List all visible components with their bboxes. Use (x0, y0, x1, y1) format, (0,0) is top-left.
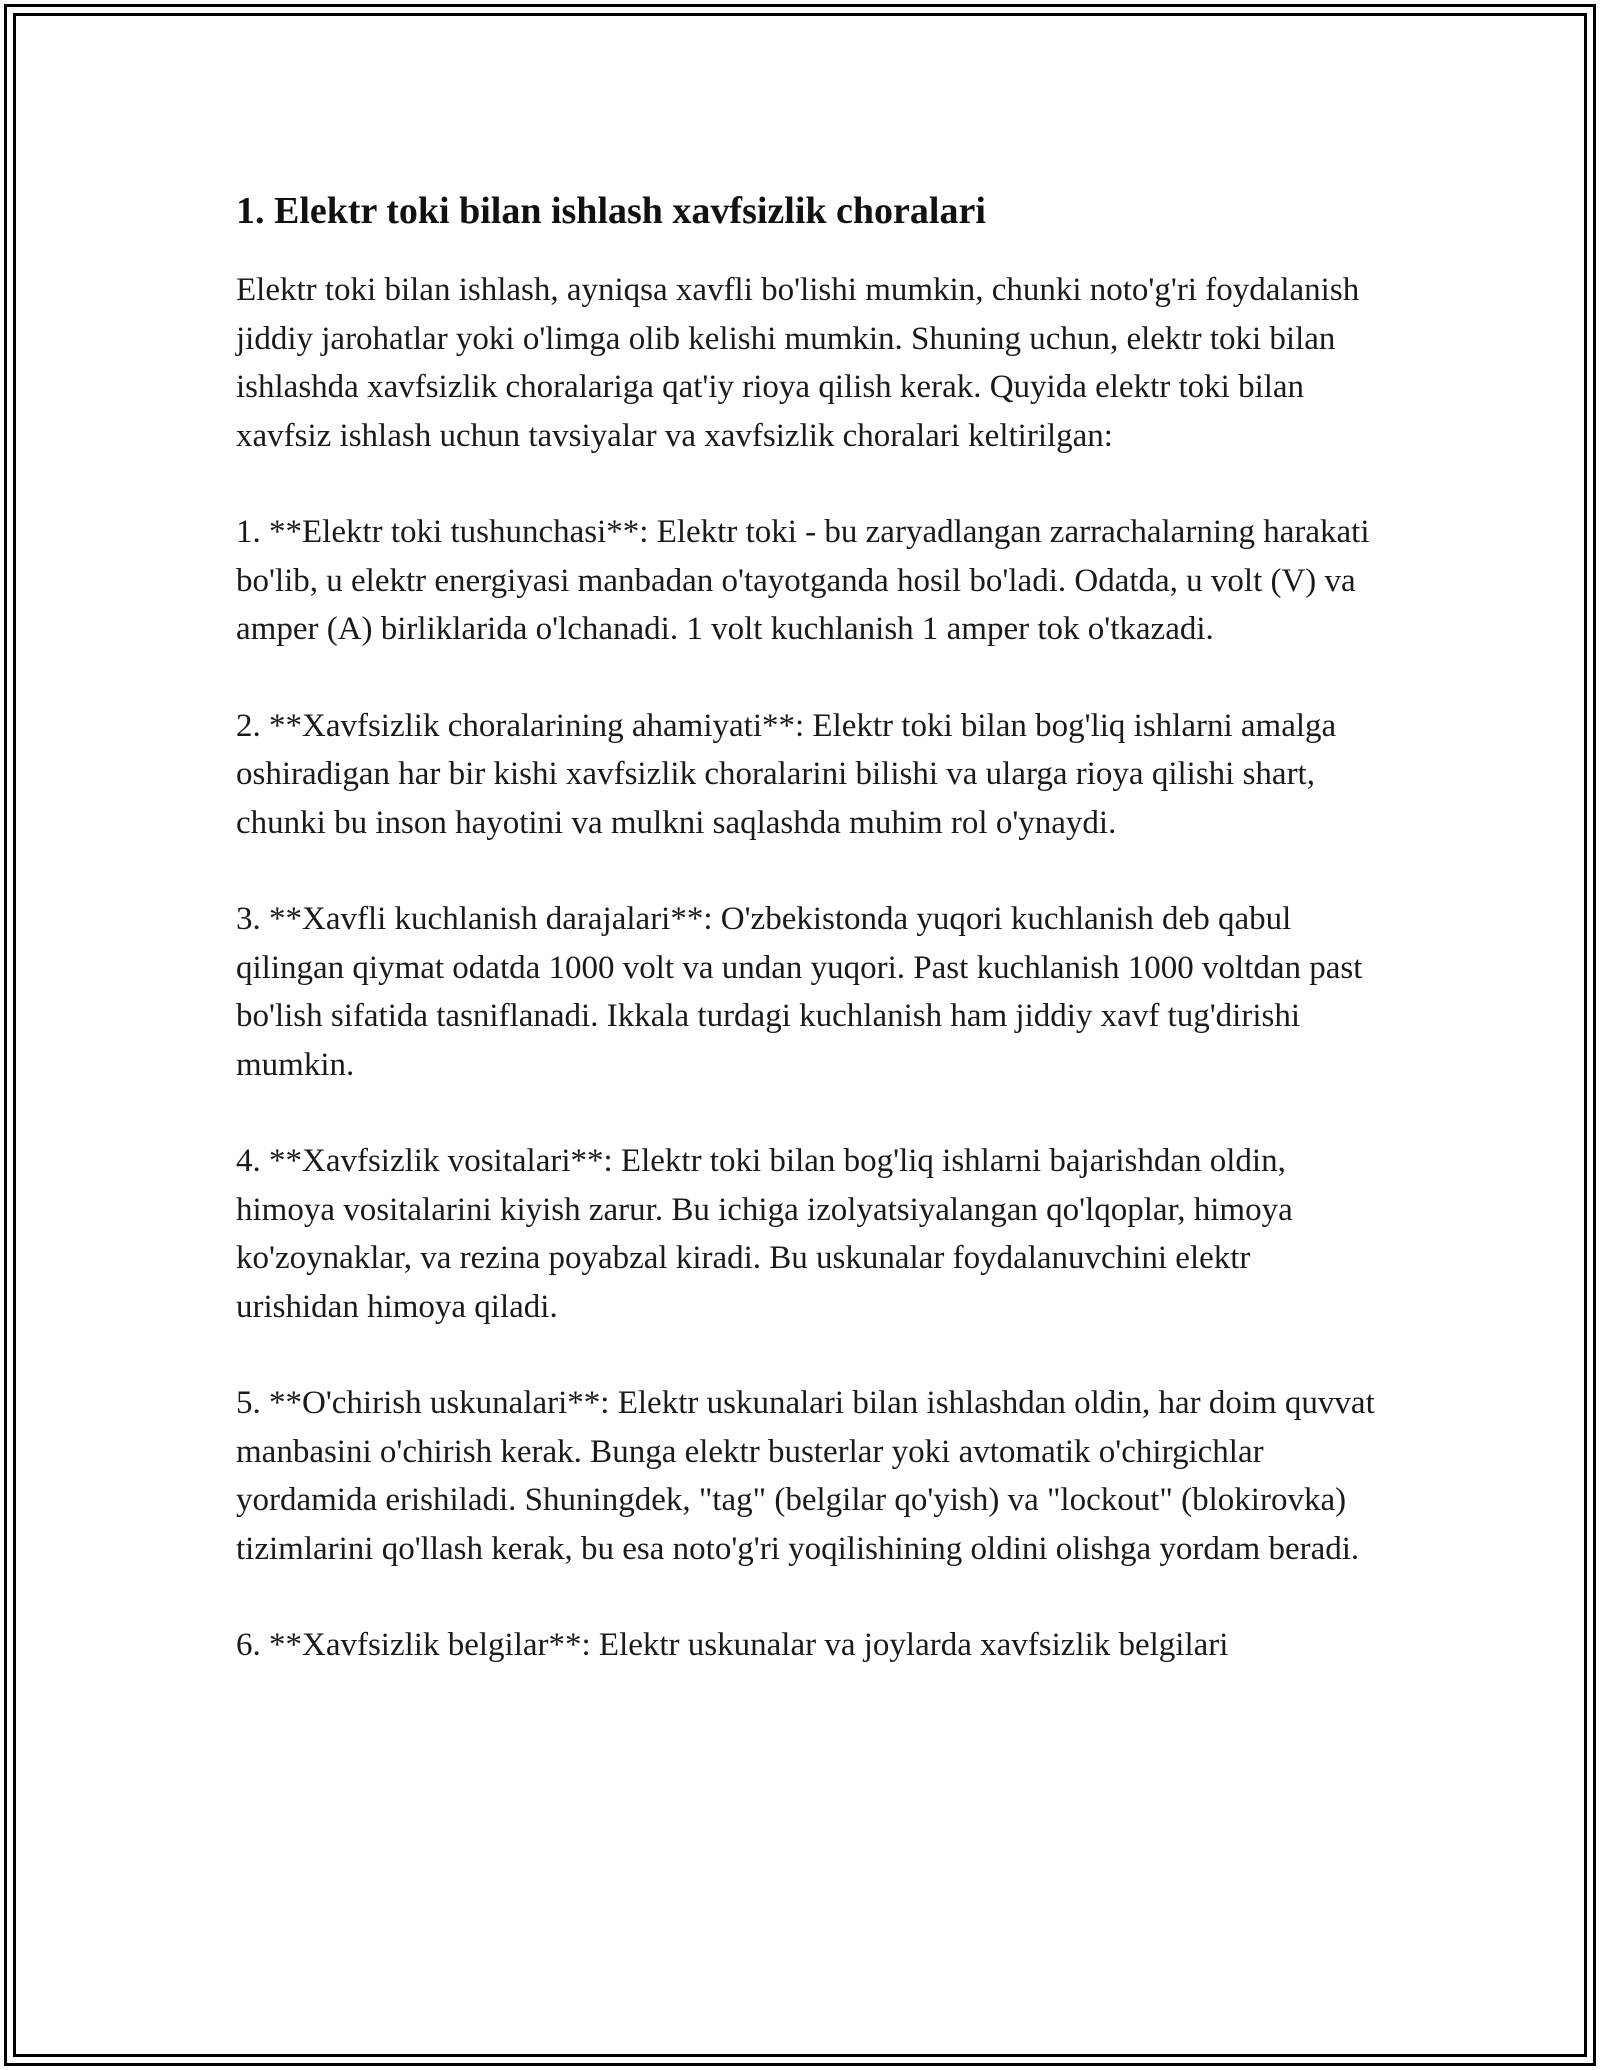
list-item-4: 4. **Xavfsizlik vositalari**: Elektr toki bilan bog'liq ishlarni bajarishdan oldin, himoya vositalarini kiyish zarur. Bu ichiga izolyatsiyalangan qo'lqoplar, himoya ko'zoynaklar, va rezina poyabzal kiradi. Bu uskunalar foydalanuvchini elektr urishidan himoya qiladi. (236, 1143, 1293, 1325)
list-item-5: 5. **O'chirish uskunalari**: Elektr uskunalari bilan ishlashdan oldin, har doim quvvat manbasini o'chirish kerak. Bunga elektr busterlar yoki avtomatik o'chirgichlar yordamida erishiladi. Shuningdek, "tag" (belgilar qo'yish) va "lockout" (blokirovka) tizimlarini qo'llash kerak, bu esa noto'g'ri yoqilishining oldini olishga yordam beradi. (236, 1385, 1375, 1567)
intro-paragraph: Elektr toki bilan ishlash, ayniqsa xavfli bo'lishi mumkin, chunki noto'g'ri foydalanish jiddiy jarohatlar yoki o'limga olib kelishi mumkin. Shuning uchun, elektr toki bilan ishlashda xavfsizlik choralariga qat'iy rioya qilish kerak. Quyida elektr toki bilan xavfsiz ishlash uchun tavsiyalar va xavfsizlik choralari keltirilgan: (236, 272, 1360, 454)
list-item-6: 6. **Xavfsizlik belgilar**: Elektr uskunalar va joylarda xavfsizlik belgilari (236, 1627, 1229, 1663)
list-item-3: 3. **Xavfli kuchlanish darajalari**: O'zbekistonda yuqori kuchlanish deb qabul qilingan qiymat odatda 1000 volt va undan yuqori. Past kuchlanish 1000 voltdan past bo'lish sifatida tasniflanadi. Ikkala turdagi kuchlanish ham jiddiy xavf tug'dirishi mumkin. (236, 901, 1363, 1083)
list-item-1: 1. **Elektr toki tushunchasi**: Elektr toki - bu zaryadlangan zarrachalarning harakati bo'lib, u elektr energiyasi manbadan o'tayotganda hosil bo'ladi. Odatda, u volt (V) va amper (A) birliklarida o'lchanadi. 1 volt kuchlanish 1 amper tok o'tkazadi. (236, 514, 1370, 647)
list-item-2: 2. **Xavfsizlik choralarining ahamiyati**: Elektr toki bilan bog'liq ishlarni amalga oshiradigan har bir kishi xavfsizlik choralarini bilishi va ularga rioya qilishi shart, chunki bu inson hayotini va mulkni saqlashda muhim rol o'ynaydi. (236, 707, 1337, 841)
document-title: 1. Elektr toki bilan ishlash xavfsizlik choralari (236, 190, 986, 232)
document-body (236, 186, 1376, 1718)
